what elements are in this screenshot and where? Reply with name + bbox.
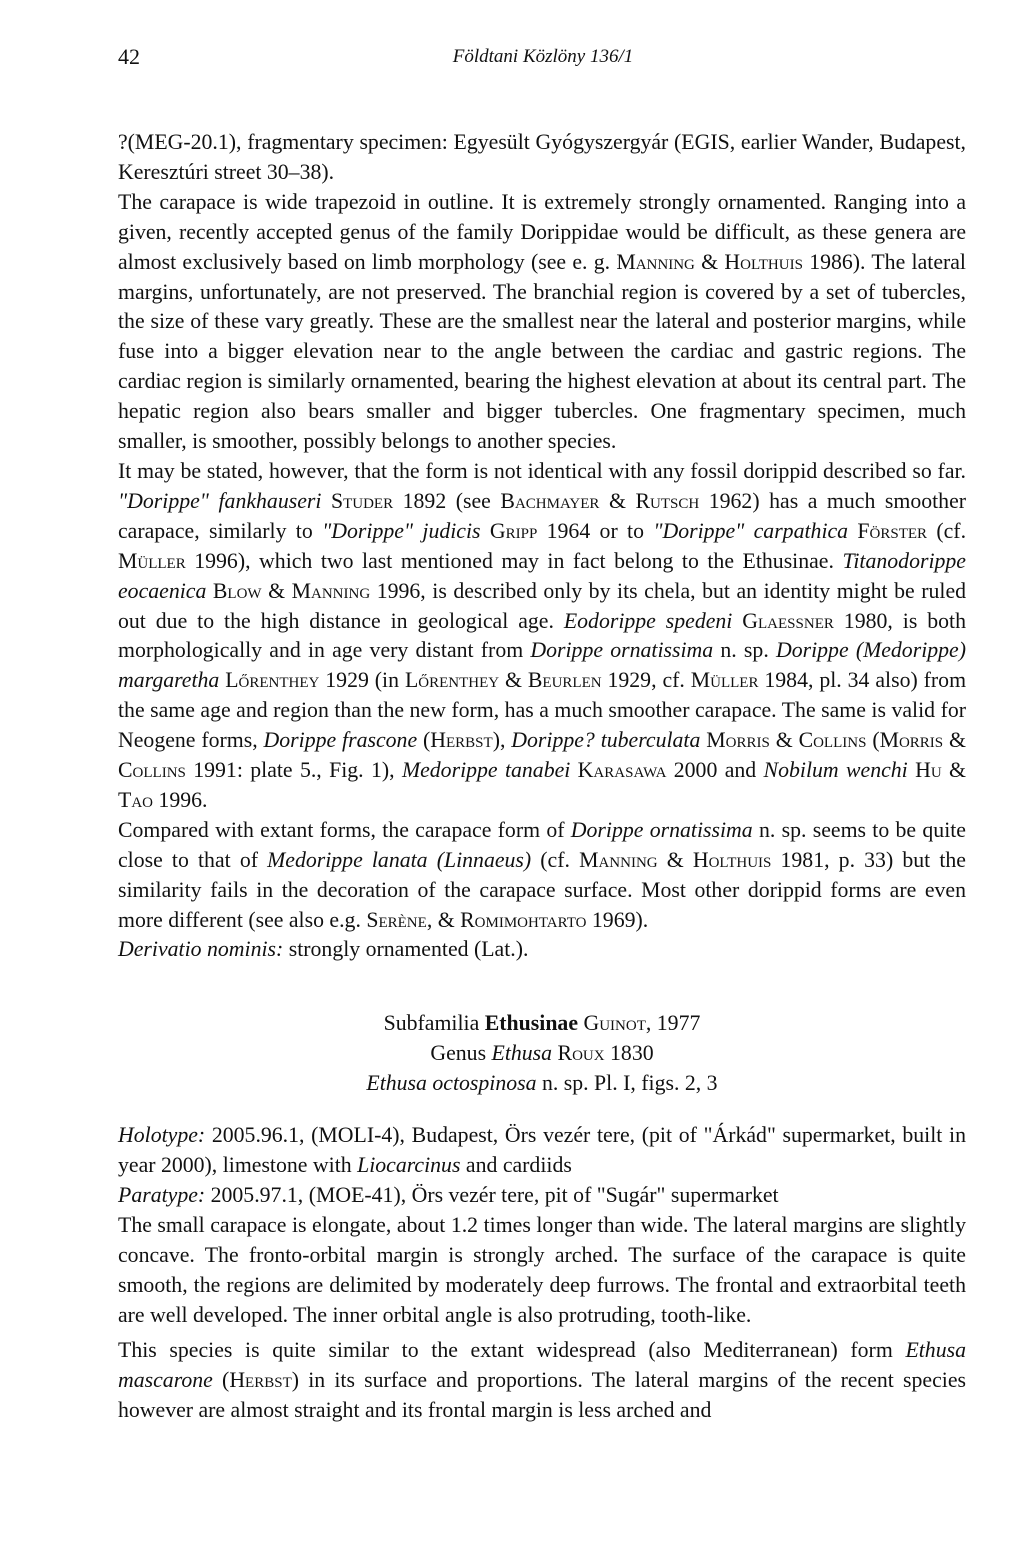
- author-name: Manning: [579, 847, 658, 872]
- author-name: Beurlen: [527, 668, 602, 693]
- taxon-name: Dorippe (Medorippe) margaretha: [118, 638, 966, 693]
- text-span: It may be stated, however, that the form is not identical with any fossil dorippid described so far.: [118, 458, 966, 483]
- taxon-name: Dorippe frascone: [263, 728, 418, 753]
- text-span: 1962) has a much smoother carapace, similarly to: [118, 488, 967, 543]
- spacer: [118, 1099, 966, 1121]
- text-span: The small carapace is elongate, about 1.2 times longer than wide. The lateral margins are slightly concave. The fronto-orbital margin is strongly arched. The surface of the carapace is quite smooth, the regions are delimited by moderately deep furrows. The frontal and extraorbital teeth are well developed. The inner orbital angle is also protruding, tooth-like.: [118, 1212, 966, 1327]
- text-span: , 1977: [645, 1011, 701, 1036]
- paragraph-specimen-description: [118, 128, 966, 457]
- author-name: Blow: [206, 578, 262, 603]
- text-span: &: [261, 578, 292, 603]
- author-name: Lőrenthey: [219, 668, 320, 693]
- author-name: Collins: [118, 758, 186, 783]
- text-span: The carapace is wide trapezoid in outline. It is extremely strongly ornamented. Ranging into a given, recently accepted genus of the family Dorippidae would be difficult, as these genera are almost exclusively based on limb morphology (see e. g.: [118, 189, 966, 274]
- text-span: 1929, cf.: [601, 668, 691, 693]
- text-span: &: [599, 488, 636, 513]
- taxon-name: Dorippe? tuberculata: [511, 728, 701, 753]
- taxon-name: Ethusa mascarone: [118, 1338, 966, 1393]
- author-name: Studer: [321, 488, 394, 513]
- main-text: [118, 128, 966, 1426]
- text-span: 2000 and: [666, 758, 764, 783]
- taxon-name: "Dorippe" judicis: [322, 518, 481, 543]
- text-span: ?(MEG-20.1), fragmentary specimen: Egyesült Gyógyszergyár (EGIS, earlier Wander, Budapest, Keresztúri street 30–38).: [118, 130, 966, 184]
- taxon-name: Ethusa octospinosa: [366, 1071, 537, 1096]
- taxon-name: Ethusinae: [484, 1011, 579, 1036]
- text-span: 2005.96.1, (MOLI-4), Budapest, Örs vezér tere, (pit of "Árkád" supermarket, built in year 2000), limestone with: [118, 1123, 966, 1177]
- author-name: Müller: [118, 548, 186, 573]
- text-span: &: [657, 847, 693, 872]
- text-span: n. sp.: [713, 638, 776, 663]
- paragraph-paratype: [118, 1181, 966, 1211]
- paragraph-fossil-comparison: [118, 457, 966, 816]
- author-name: Glaessner: [732, 608, 834, 633]
- author-name: Guinot: [578, 1011, 646, 1036]
- text-span: ),: [492, 728, 512, 753]
- author-name: Morris: [700, 728, 770, 753]
- paragraph-carapace-description: [118, 1211, 966, 1331]
- text-span: (: [417, 728, 431, 753]
- heading-genus: [118, 1039, 966, 1069]
- paragraph-derivatio-nominis: [118, 935, 966, 965]
- text-span: (: [866, 728, 880, 753]
- paragraph-holotype: [118, 1121, 966, 1181]
- field-label: Paratype:: [118, 1182, 206, 1207]
- text-span: 1969).: [586, 907, 649, 932]
- running-header: [118, 44, 968, 74]
- taxon-name: Medorippe lanata (Linnaeus): [267, 847, 532, 872]
- text-span: 2005.97.1, (MOE-41), Örs vezér tere, pit of "Sugár" supermarket: [205, 1182, 779, 1207]
- author-name: Lőrenthey: [404, 668, 500, 693]
- author-name: Manning: [291, 578, 371, 603]
- author-name: Romimohtarto: [460, 907, 587, 932]
- text-span: 1984, pl. 34 also) from the same age and region than the new form, has a much smoother carapace. The same is valid for Neogene forms,: [118, 668, 967, 753]
- text-span: (cf.: [927, 518, 967, 543]
- text-span: (cf.: [531, 847, 580, 872]
- author-name: Morris: [879, 728, 944, 753]
- text-span: Genus: [430, 1041, 492, 1066]
- page-number: 42: [118, 44, 140, 69]
- author-name: Müller: [690, 668, 759, 693]
- taxon-name: Dorippe ornatissima: [570, 817, 753, 842]
- spacer: [118, 965, 966, 1009]
- author-name: Roux: [552, 1041, 605, 1066]
- text-span: 1892 (see: [393, 488, 501, 513]
- author-name: Rutsch: [635, 488, 700, 513]
- paragraph-extant-comparison: [118, 816, 966, 936]
- field-label: Holotype:: [118, 1123, 206, 1148]
- text-span: &: [943, 728, 966, 753]
- text-span: 1996, is described only by its chela, but an identity might be ruled out due to the high distance in geological age.: [118, 578, 967, 633]
- taxon-name: "Dorippe" fankhauseri: [118, 488, 322, 513]
- text-span: ) in its surface and proportions. The lateral margins of the recent species however are almost straight and its frontal margin is less arched and: [118, 1368, 966, 1423]
- text-span: 1964 or to: [537, 518, 654, 543]
- text-span: (: [212, 1368, 230, 1393]
- taxon-name: Nobilum wenchi: [763, 758, 908, 783]
- author-name: Hu: [907, 758, 942, 783]
- text-span: and cardiids: [460, 1153, 572, 1177]
- paragraph-species-comparison: [118, 1336, 966, 1426]
- heading-species: [118, 1069, 966, 1099]
- text-span: 1996.: [152, 787, 208, 812]
- taxon-name: Eodorippe spedeni: [563, 608, 733, 633]
- author-name: Holthuis: [692, 847, 772, 872]
- text-span: &: [941, 758, 966, 783]
- taxon-name: Liocarcinus: [357, 1153, 461, 1177]
- author-name: Holthuis: [724, 249, 803, 274]
- text-span: n. sp. Pl. I, figs. 2, 3: [536, 1071, 718, 1096]
- author-name: Tao: [118, 787, 153, 812]
- author-name: Herbst: [430, 728, 493, 753]
- text-span: This species is quite similar to the extant widespread (also Mediterranean) form: [118, 1338, 906, 1363]
- taxon-name: Titanodorippe eocaenica: [118, 548, 966, 603]
- text-span: n. sp. seems to be quite close to that of: [118, 817, 966, 872]
- text-span: , &: [426, 907, 461, 932]
- text-span: 1986). The lateral margins, unfortunately, are not preserved. The branchial region is covered by a set of tubercles, the size of these vary greatly. These are the smallest near the lateral and posterior margins, while fuse into a bigger elevation near to the angle between the cardiac and gastric regions. The cardiac region is similarly ornamented, bearing the highest elevation at about its central part. The hepatic region also bears smaller and bigger tubercles. One fragmentary specimen, much smaller, is smoother, possibly belongs to another species.: [118, 249, 966, 454]
- journal-title: Földtani Közlöny 136/1: [452, 46, 634, 67]
- text-span: Subfamilia: [383, 1011, 485, 1036]
- author-name: Serène: [366, 907, 427, 932]
- author-name: Manning: [616, 249, 695, 274]
- heading-subfamily: [118, 1009, 966, 1039]
- author-name: Förster: [848, 518, 928, 543]
- taxon-name: Ethusa: [491, 1041, 553, 1066]
- text-span: Compared with extant forms, the carapace form of: [118, 817, 571, 842]
- text-span: 1991: plate 5., Fig. 1),: [185, 758, 402, 783]
- taxon-name: Dorippe ornatissima: [530, 638, 714, 663]
- text-span: 1980, is both morphologically and in age very distant from: [118, 608, 966, 663]
- author-name: Gripp: [480, 518, 538, 543]
- text-span: &: [499, 668, 528, 693]
- author-name: Collins: [798, 728, 867, 753]
- taxon-name: "Dorippe" carpathica: [653, 518, 849, 543]
- text-span: strongly ornamented (Lat.).: [283, 937, 529, 962]
- author-name: Herbst: [229, 1368, 292, 1393]
- text-span: 1929 (in: [319, 668, 405, 693]
- field-label: Derivatio nominis:: [118, 937, 284, 962]
- author-name: Bachmayer: [500, 488, 600, 513]
- taxon-name: Medorippe tanabei: [401, 758, 571, 783]
- text-span: 1830: [604, 1041, 654, 1066]
- text-span: &: [769, 728, 799, 753]
- text-span: 1996), which two last mentioned may in fact belong to the Ethusinae.: [185, 548, 843, 573]
- author-name: Karasawa: [570, 758, 667, 783]
- text-span: &: [694, 249, 725, 274]
- text-span: 1981, p. 33) but the similarity fails in the decoration of the carapace surface. Most other dorippid forms are even more different (see also e.g.: [118, 847, 966, 932]
